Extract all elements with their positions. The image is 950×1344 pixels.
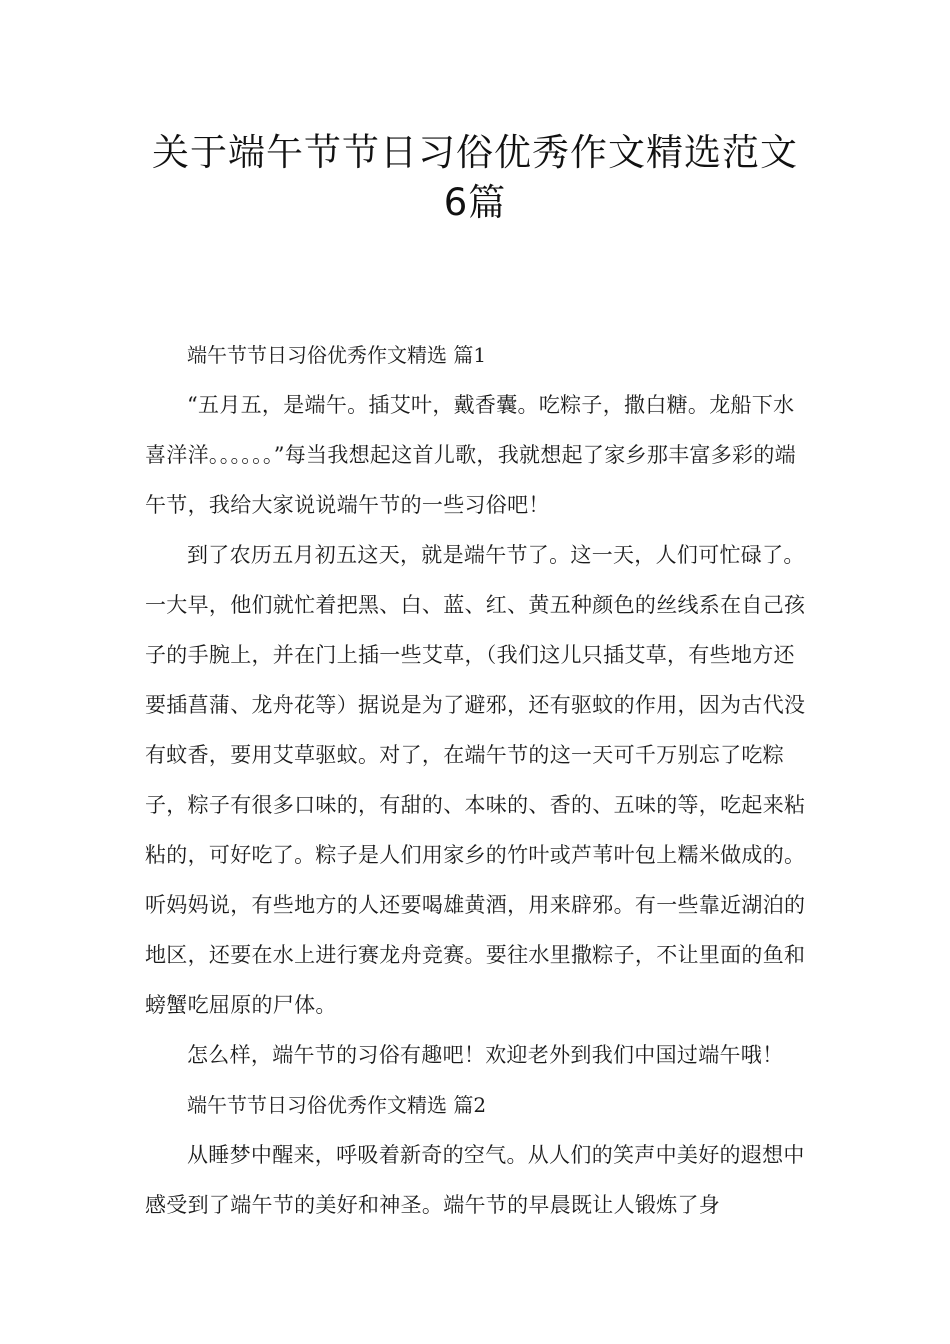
document-body: [145, 330, 815, 1230]
section-heading: 端午节节日习俗优秀作文精选 篇1: [187, 343, 487, 367]
paragraph: 从睡梦中醒来，呼吸着新奇的空气。从人们的笑声中美好的遐想中感受到了端午节的美好和神圣。端午节的早晨既让人锻炼了身: [145, 1143, 805, 1217]
title-line-1: 关于端午节节日习俗优秀作文精选范文: [152, 131, 798, 174]
section-heading: 端午节节日习俗优秀作文精选 篇2: [187, 1093, 487, 1117]
paragraph: 到了农历五月初五这天，就是端午节了。这一天，人们可忙碌了。一大早，他们就忙着把黑、白、蓝、红、黄五种颜色的丝线系在自己孩子的手腕上，并在门上插一些艾草，（我们这儿只插艾草，有些地方还要插菖蒲、龙舟花等）据说是为了避邪，还有驱蚊的作用，因为古代没有蚊香，要用艾草驱蚊。对了，在端午节的这一天可千万别忘了吃粽子，粽子有很多口味的，有甜的、本味的、香的、五味的等，吃起来粘粘的，可好吃了。粽子是人们用家乡的竹叶或芦苇叶包上糯米做成的。听妈妈说，有些地方的人还要喝雄黄酒，用来辟邪。有一些靠近湖泊的地区，还要在水上进行赛龙舟竞赛。要往水里撒粽子，不让里面的鱼和螃蟹吃屈原的尸体。: [145, 543, 806, 1017]
paragraph: 怎么样，端午节的习俗有趣吧！欢迎老外到我们中国过端午哦！: [187, 1043, 784, 1067]
title-line-2: 6篇: [443, 181, 507, 224]
document-title: [100, 128, 850, 228]
paragraph: “五月五，是端午。插艾叶，戴香囊。吃粽子，撒白糖。龙船下水喜洋洋。。。。。。”每当我想起这首儿歌，我就想起了家乡那丰富多彩的端午节，我给大家说说端午节的一些习俗吧！: [145, 393, 796, 517]
